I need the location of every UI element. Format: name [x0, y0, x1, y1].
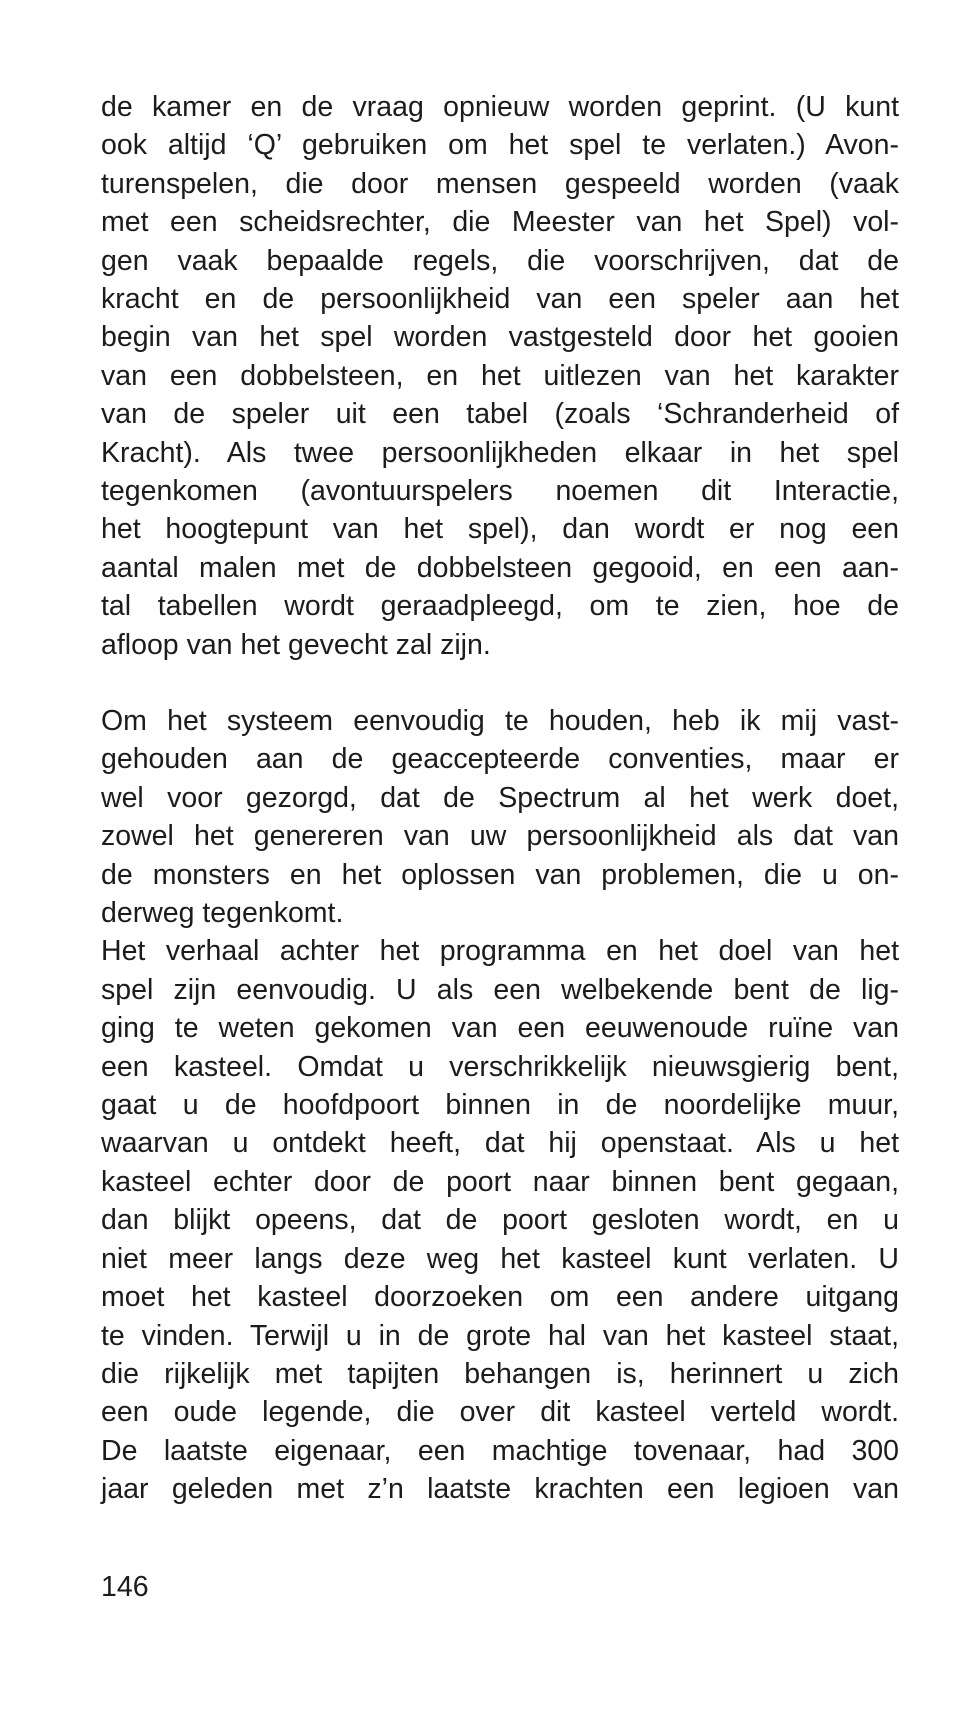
paragraph-2	[101, 702, 899, 1509]
text-line: ging te weten gekomen van een eeuwenoude ruïne van	[101, 1012, 899, 1045]
page-number: 146	[101, 1571, 149, 1603]
text-line: een oude legende, die over dit kasteel verteld wordt.	[101, 1396, 899, 1429]
text-line: niet meer langs deze weg het kasteel kunt verlaten. U	[101, 1242, 899, 1275]
text-line: begin van het spel worden vastgesteld door het gooien	[101, 321, 899, 354]
text-line: het hoogtepunt van het spel), dan wordt er nog een	[101, 513, 899, 546]
text-line: Het verhaal achter het programma en het doel van het	[101, 935, 899, 968]
text-line: waarvan u ontdekt heeft, dat hij openstaat. Als u het	[101, 1127, 899, 1160]
text-line: van een dobbelsteen, en het uitlezen van het karakter	[101, 359, 899, 392]
text-line: aantal malen met de dobbelsteen gegooid, en een aan-	[101, 551, 899, 584]
text-line: wel voor gezorgd, dat de Spectrum al het werk doet,	[101, 781, 899, 814]
text-line: gaat u de hoofdpoort binnen in de noordelijke muur,	[101, 1089, 899, 1122]
text-line: jaar geleden met z’n laatste krachten een legioen van	[101, 1473, 899, 1506]
text-line: dan blijkt opeens, dat de poort gesloten wordt, en u	[101, 1204, 899, 1237]
text-line: die rijkelijk met tapijten behangen is, herinnert u zich	[101, 1357, 899, 1390]
text-line: kasteel echter door de poort naar binnen bent gegaan,	[101, 1165, 899, 1198]
text-line: van de speler uit een tabel (zoals ‘Schranderheid of	[101, 398, 899, 431]
text-line: met een scheidsrechter, die Meester van het Spel) vol-	[101, 206, 899, 239]
text-line: afloop van het gevecht zal zijn.	[101, 628, 491, 661]
text-line: gehouden aan de geaccepteerde conventies, maar er	[101, 743, 899, 776]
text-line: de monsters en het oplossen van problemen, die u on-	[101, 858, 899, 891]
text-line: gen vaak bepaalde regels, die voorschrijven, dat de	[101, 244, 899, 277]
text-line: de kamer en de vraag opnieuw worden geprint. (U kunt	[101, 91, 899, 123]
text-line: moet het kasteel doorzoeken om een andere uitgang	[101, 1281, 899, 1314]
text-line: De laatste eigenaar, een machtige tovenaar, had 300	[101, 1434, 899, 1467]
text-line: derweg tegenkomt.	[101, 897, 344, 930]
text-line: Om het systeem eenvoudig te houden, heb ik mij vast-	[101, 705, 899, 737]
text-line: turenspelen, die door mensen gespeeld worden (vaak	[101, 167, 899, 200]
text-line: ook altijd ‘Q’ gebruiken om het spel te verlaten.) Avon-	[101, 129, 899, 162]
text-line: tal tabellen wordt geraadpleegd, om te zien, hoe de	[101, 590, 899, 623]
text-line: een kasteel. Omdat u verschrikkelijk nieuwsgierig bent,	[101, 1050, 899, 1083]
text-line: Kracht). Als twee persoonlijkheden elkaar in het spel	[101, 436, 899, 469]
text-line: kracht en de persoonlijkheid van een speler aan het	[101, 283, 899, 316]
text-line: zowel het genereren van uw persoonlijkheid als dat van	[101, 820, 899, 853]
text-line: spel zijn eenvoudig. U als een welbekende bent de lig-	[101, 973, 899, 1006]
text-line: tegenkomen (avontuurspelers noemen dit Interactie,	[101, 475, 899, 508]
paragraph-1	[101, 88, 899, 664]
text-line: te vinden. Terwijl u in de grote hal van het kasteel staat,	[101, 1319, 899, 1352]
